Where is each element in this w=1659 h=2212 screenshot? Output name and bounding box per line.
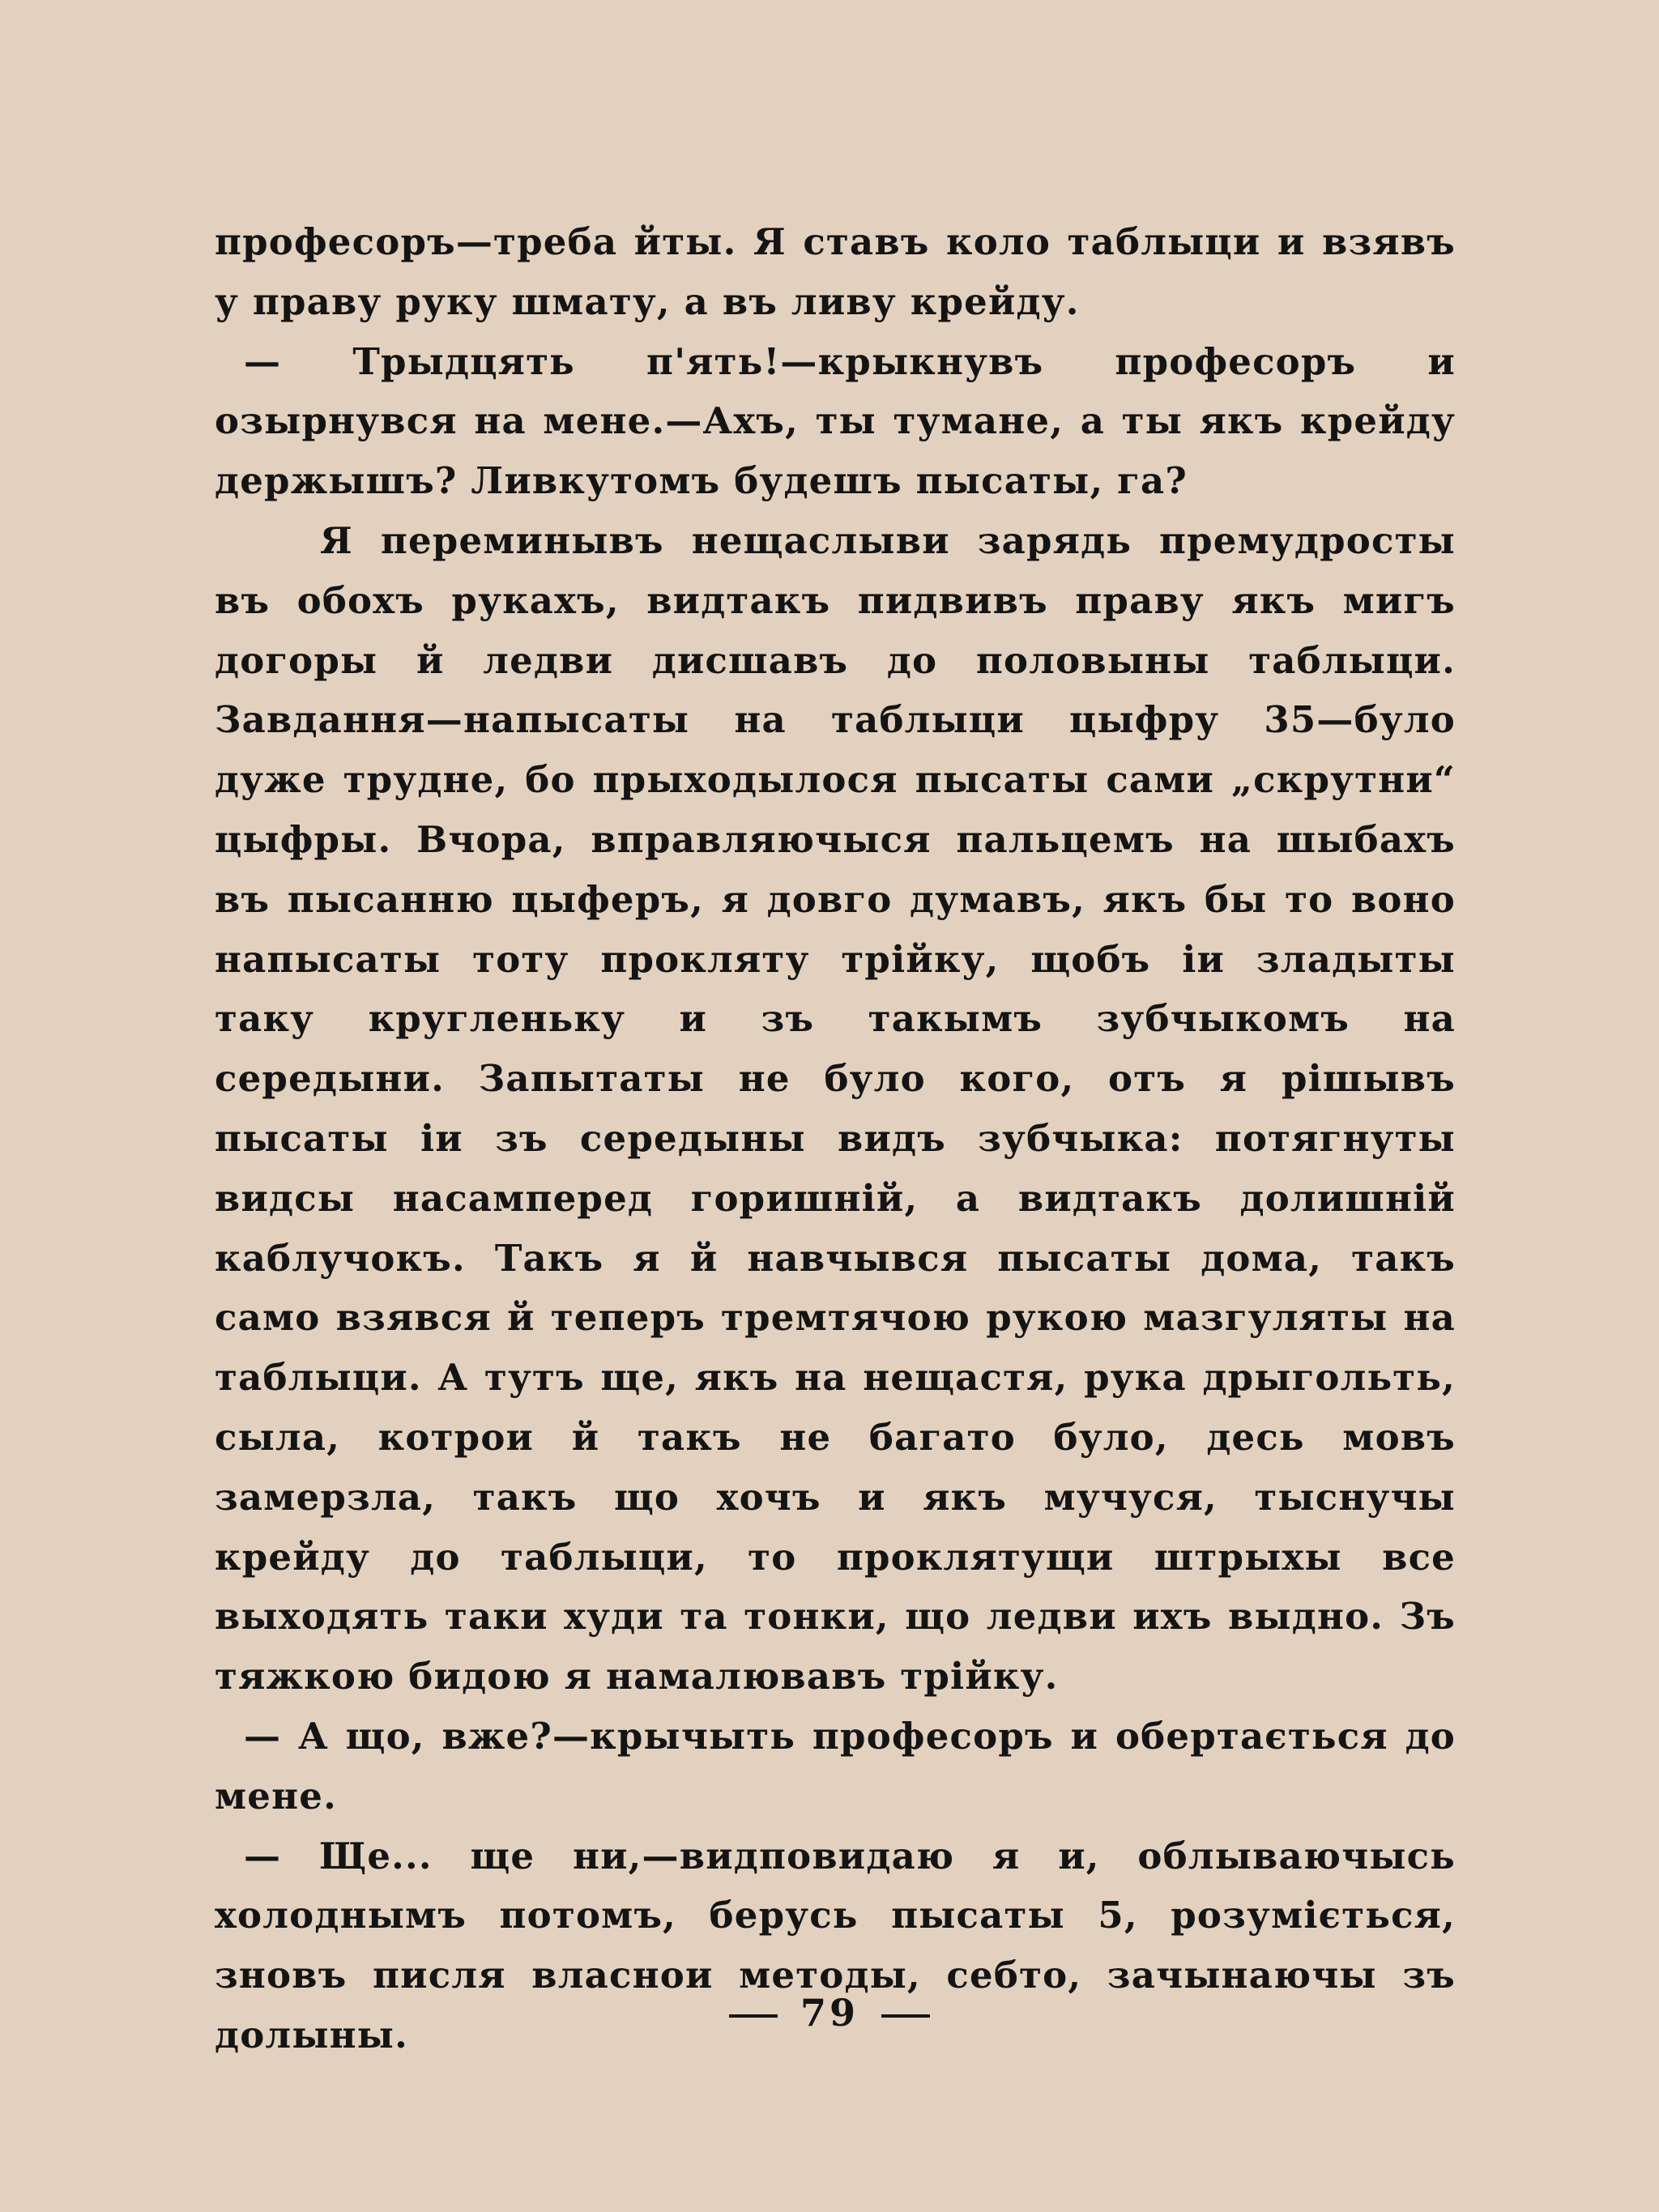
paragraph-continuation: професоръ—треба йты. Я ставъ коло таблыци и взявъ у праву руку шмату, а въ ливу крейду. xyxy=(215,220,1456,323)
paragraph-dialog-answer: — Ще... ще ни,—видповидаю я и, облываючысь холоднымъ потомъ, берусь пысаты 5, розуміється, зновъ писля власнои методы, себто, зачынаючы зъ долыны. xyxy=(215,1834,1456,2056)
page-number xyxy=(0,1991,1659,2035)
dash-left xyxy=(729,2014,778,2018)
page-text xyxy=(215,212,1456,2065)
paragraph-narrative: Я переминывъ нещаслыви зарядь премудросты въ обохъ рукахъ, видтакъ пидвивъ праву якъ мигъ догоры й ледви дисшавъ до половыны таблыци. Завдання—напысаты на таблыци цыфру 35—було дуже трудне, бо прыходылося пысаты сами „скрутни“ цыфры. Вчора, вправляючыся пальцемъ на шыбахъ въ пысанню цыферъ, я довго думавъ, якъ бы то воно напысаты тоту прокляту трійку, щобъ іи зладыты таку кругленьку и зъ такымъ зубчыкомъ на середыни. Запытаты не було кого, отъ я рішывъ пысаты іи зъ середыны видъ зубчыка: потягнуты видсы насамперед горишній, а видтакъ долишній каблучокъ. Такъ я й навчывся пысаты дома, такъ само взявся й теперъ тремтячою рукою мазгуляты на таблыци. А тутъ ще, якъ на нещастя, рука дрыгольть, сыла, котрои й такъ не багато було, десь мовъ замерзла, такъ що хочъ и якъ мучуся, тыснучы крейду до таблыци, то проклятущи штрыхы все выходять таки худи та тонки, що ледви ихъ выдно. Зъ тяжкою бидою я намалювавъ трійку. xyxy=(215,518,1456,1698)
paragraph-dialog-question: — А що, вже?—крычыть професоръ и обертається до мене. xyxy=(215,1714,1456,1818)
page-number-text: 79 xyxy=(800,1991,859,2035)
dash-right xyxy=(881,2014,930,2018)
paragraph-dialog-professor: — Трыдцять п'ять!—крыкнувъ професоръ и озырнувся на мене.—Ахъ, ты тумане, а ты якъ крейду держышъ? Ливкутомъ будешъ пысаты, га? xyxy=(215,339,1456,503)
